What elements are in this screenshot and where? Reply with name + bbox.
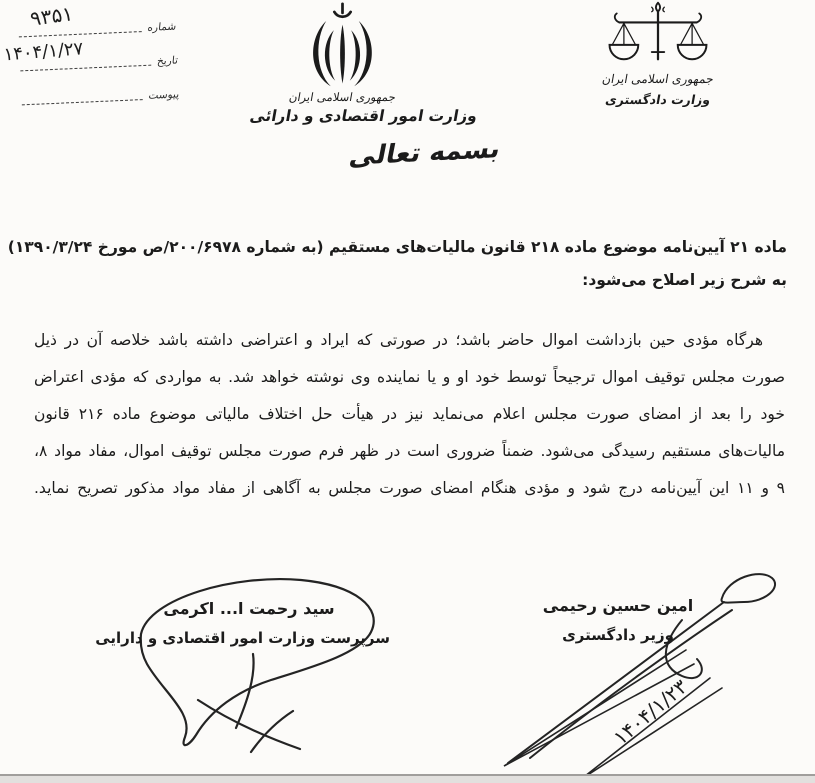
- finance-ministry-header: [248, 2, 479, 125]
- finance-header-ministry: وزارت امور اقتصادی و دارائی: [248, 107, 479, 125]
- heading-line-1: ماده ۲۱ آیین‌نامه موضوع ماده ۲۱۸ قانون مالیات‌های مستقیم (به شماره ۲۰۰/۶۹۷۸/ص مورخ ۱۳۹۰/۳/۲۴): [7, 238, 787, 256]
- body-line-3: خود را بعد از امضای صورت مجلس اعلام می‌نماید نیز در هیأت حل اختلاف مالیاتی موضوع ماده ۲۱۶ قانون: [34, 405, 786, 423]
- letter-attachment-row: [19, 74, 180, 107]
- attachment-dotted-line: [21, 87, 143, 105]
- finance-header-country: جمهوری اسلامی ایران: [287, 90, 398, 104]
- body-line-2: صورت مجلس توقیف اموال ترجیحاً توسط خود او و یا نماینده وی نوشته خواهد شد. به مواردی که مؤدی اعتراض: [34, 368, 785, 386]
- handwritten-letter-date: ۱۴۰۴/۱/۲۷: [2, 38, 85, 66]
- scan-edge: [0, 774, 815, 783]
- heading-line-2: به شرح زیر اصلاح می‌شود:: [582, 271, 787, 289]
- date-label: تاریخ: [156, 54, 179, 68]
- attachment-label: پیوست: [148, 88, 181, 102]
- iran-emblem-icon: [295, 2, 390, 88]
- body-line-4: مالیات‌های مستقیم رسیدگی می‌شود. ضمناً ضروری است در ظهر فرم صورت مجلس توقیف اموال، مفاد مواد ۸،: [34, 442, 785, 460]
- right-signatory-title: وزیر دادگستری: [562, 626, 674, 644]
- handwritten-signature-date: ۱۴۰۴/۱/۲۳: [608, 674, 693, 750]
- right-signature-block: [518, 596, 718, 644]
- letter-number-row: [16, 1, 178, 40]
- justice-header-country: جمهوری اسلامی ایران: [601, 72, 715, 86]
- bismillah-calligraphy: بسمه تعالی: [346, 134, 504, 172]
- justice-header-ministry: وزارت دادگستری: [604, 92, 712, 107]
- number-label: شماره: [147, 20, 178, 34]
- letter-date-row: [2, 38, 179, 74]
- right-signatory-name: امین حسین رحیمی: [542, 596, 694, 615]
- left-signatory-title: سرپرست وزارت امور اقتصادی و دارایی: [95, 629, 390, 647]
- right-signature-drawing: [470, 558, 810, 781]
- left-signature-drawing: [95, 570, 403, 755]
- body-paragraph: [34, 322, 785, 507]
- left-signature-block: [95, 599, 390, 647]
- body-line-5: ۹ و ۱۱ این آیین‌نامه درج شود و مؤدی هنگام امضای صورت مجلس به آگاهی از مفاد مواد مذکور تصریح نماید.: [34, 479, 785, 497]
- justice-scales-icon: [599, 0, 717, 70]
- justice-ministry-header: [583, 0, 733, 107]
- amendment-heading: [8, 231, 787, 297]
- handwritten-letter-number: ۹۳۵۱: [28, 1, 75, 31]
- body-line-1: هرگاه مؤدی حین بازداشت اموال حاضر باشد؛ در صورتی که ایراد و اعتراضی داشته باشد خلاصه آن در ذیل: [34, 331, 763, 349]
- left-signatory-name: سید رحمت ا... اکرمی: [163, 599, 335, 618]
- letterhead-meta: [2, 1, 181, 116]
